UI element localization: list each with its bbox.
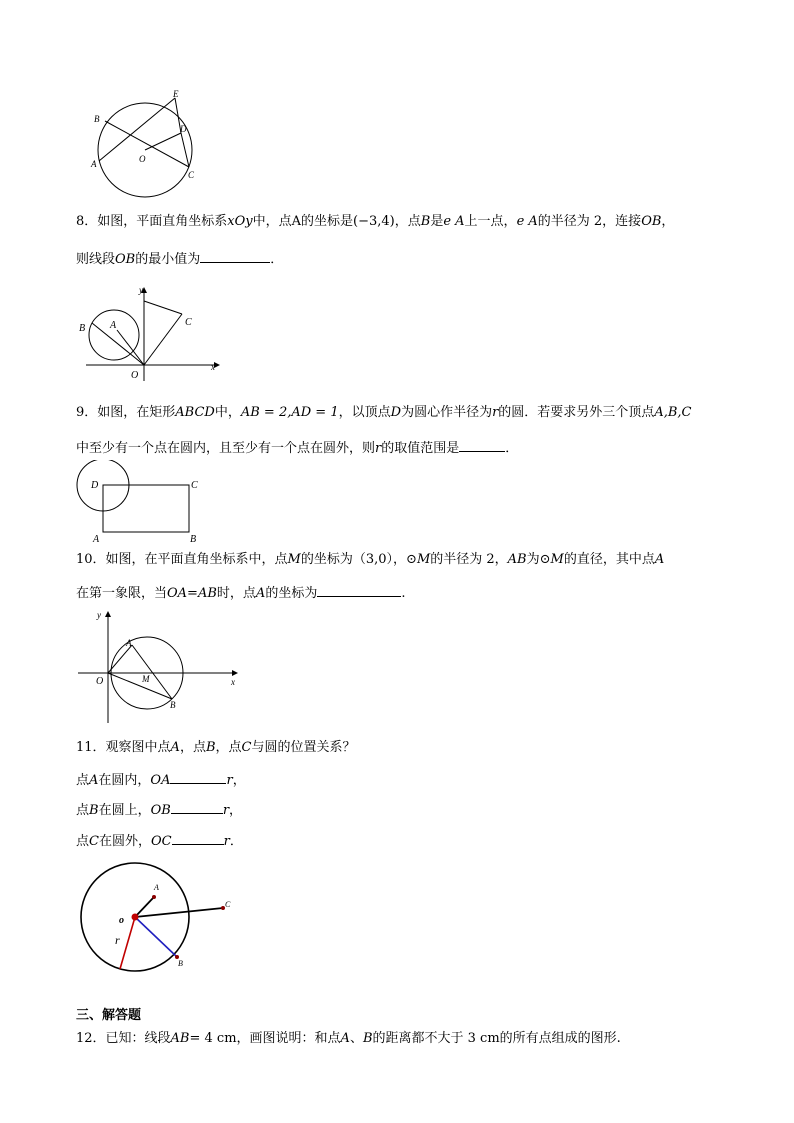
fig9-label-A: A xyxy=(93,534,100,545)
section-title-answers: 三、解答题 xyxy=(76,1008,142,1023)
fig10-label-B: B xyxy=(170,700,176,710)
figure-q7-circle xyxy=(88,88,208,198)
fig11-label-r: r xyxy=(115,933,120,947)
q9-answer-blank[interactable] xyxy=(459,438,505,452)
fig7-label-C: C xyxy=(188,170,195,180)
fig11-label-A: A xyxy=(154,883,159,892)
fig11-label-C: C xyxy=(225,900,231,909)
q11-line-4: 点C在圆外，OC r． xyxy=(76,831,243,851)
q10-line-2: 在第一象限，当OA=AB时，点A的坐标为 . xyxy=(76,583,405,603)
fig10-label-y: y xyxy=(97,610,101,620)
fig8-label-O: O xyxy=(131,370,139,381)
fig9-label-D: D xyxy=(91,480,99,491)
q12-line-1: 12．已知：线段AB= 4 cm，画图说明：和点A、B的距离都不大于 3 cm的所有点组成的图形. xyxy=(76,1031,621,1046)
fig10-label-O: O xyxy=(96,676,104,687)
figure-q9-rectangle xyxy=(72,460,207,545)
fig7-label-O: O xyxy=(139,154,146,164)
fig9-label-C: C xyxy=(191,480,198,491)
fig10-label-M: M xyxy=(142,674,150,684)
fig8-label-C: C xyxy=(185,317,192,328)
fig10-label-x: x xyxy=(231,677,235,687)
fig7-label-A: A xyxy=(91,159,97,169)
fig11-label-O: o xyxy=(119,915,124,926)
q10-line-1: 10．如图，在平面直角坐标系中，点M的坐标为（3,0），⊙M的半径为 2，AB为⊙M的直径，其中点A xyxy=(76,552,665,567)
fig8-label-x: x xyxy=(211,362,215,372)
fig10-label-A: A xyxy=(126,638,132,648)
fig7-label-D: D xyxy=(180,124,187,134)
q11-line-3: 点B在圆上，OB r， xyxy=(76,800,242,820)
figure-q8-coordinate xyxy=(74,283,224,383)
fig7-label-B: B xyxy=(94,114,100,124)
fig7-label-E: E xyxy=(173,89,179,99)
q8-answer-blank[interactable] xyxy=(200,249,270,263)
q11-blank-oa[interactable] xyxy=(170,770,226,784)
q11-blank-oc[interactable] xyxy=(172,831,224,845)
fig8-label-B: B xyxy=(79,323,86,334)
q11-line-2: 点A在圆内，OA r， xyxy=(76,770,246,790)
q11-blank-ob[interactable] xyxy=(171,800,223,814)
figure-q11-circle xyxy=(78,860,238,980)
fig8-label-A: A xyxy=(110,320,117,331)
q11-line-1: 11．观察图中点A，点B，点C与圆的位置关系？ xyxy=(76,740,356,755)
figure-q10-coordinate xyxy=(74,605,244,725)
q8-line-1: 8．如图，平面直角坐标系xOy中，点A的坐标是(−3,4)，点B是e A上一点，e A的半径为 2，连接OB， xyxy=(76,214,675,229)
fig11-label-B: B xyxy=(178,959,183,968)
q8-line-2: 则线段OB的最小值为 ． xyxy=(76,249,283,269)
q9-line-2: 中至少有一个点在圆内，且至少有一个点在圆外，则r的取值范围是 ． xyxy=(76,438,518,458)
fig9-label-B: B xyxy=(190,534,197,545)
fig8-label-y: y xyxy=(139,285,143,295)
q10-answer-blank[interactable] xyxy=(317,583,401,597)
q9-line-1: 9．如图，在矩形ABCD中，AB = 2,AD = 1，以顶点D为圆心作半径为r的圆．若要求另外三个顶点A,B,C xyxy=(76,405,692,420)
